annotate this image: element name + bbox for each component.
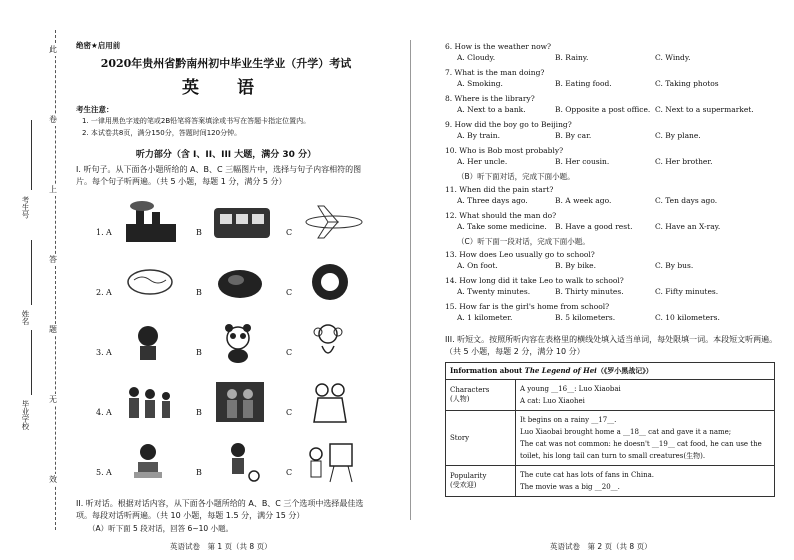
option-b[interactable]: B. A week ago. <box>555 196 612 205</box>
row-label: Characters <box>450 386 490 394</box>
panda-icon <box>208 318 278 366</box>
option-b[interactable]: B. By bike. <box>555 261 596 270</box>
option-c[interactable]: C. Her brother. <box>655 157 713 166</box>
question-text: 11. When did the pain start? <box>445 185 554 194</box>
field-school-line <box>31 330 32 395</box>
airplane-icon <box>298 198 368 246</box>
legend-of-hei-table <box>445 362 775 497</box>
option-b[interactable]: B. Eating food. <box>555 79 612 88</box>
listening-part-title: 听力部分（含 I、II、III 大题，满分 30 分） <box>135 150 317 160</box>
table-body <box>446 380 775 497</box>
option-c[interactable]: C. By plane. <box>655 131 701 140</box>
option-c[interactable]: C. By bus. <box>655 261 694 270</box>
option-b[interactable]: B. Have a good rest. <box>555 222 633 231</box>
seal-char: 效 <box>49 475 57 484</box>
page-divider <box>410 40 411 520</box>
field-name: 姓名 <box>21 310 30 325</box>
section-note: （B）听下面对话，完成下面小题。 <box>457 172 575 181</box>
question-options <box>445 287 780 300</box>
picture-question-row <box>76 254 376 314</box>
question-text: 14. How long did it take Leo to walk to school? <box>445 276 624 285</box>
option-a[interactable]: A. By train. <box>457 131 501 140</box>
question-text: 13. How does Leo usually go to school? <box>445 250 595 259</box>
binding-margin <box>0 30 72 530</box>
noodle-bowl-icon <box>118 258 188 306</box>
table-row <box>446 411 775 466</box>
option-a[interactable]: A. Three days ago. <box>457 196 528 205</box>
option-c[interactable]: C. Windy. <box>655 53 691 62</box>
seal-char: 卷 <box>49 115 57 124</box>
option-c[interactable]: C. Taking photos <box>655 79 719 88</box>
picture-option-a[interactable] <box>106 314 196 372</box>
option-c[interactable]: C. 10 kilometers. <box>655 313 720 322</box>
option-letter: C <box>286 468 293 477</box>
picture-option-c[interactable] <box>286 254 376 312</box>
question-options <box>445 261 780 274</box>
seal-char: 答 <box>49 255 57 264</box>
row-label-cell <box>446 411 516 466</box>
row-label: Popularity <box>450 472 487 480</box>
notice-item: 2. 本试卷共8页，满分150分，答题时间120分钟。 <box>82 129 242 137</box>
option-letter: C <box>286 348 293 357</box>
food-plate-icon <box>208 258 278 306</box>
picture-option-b[interactable] <box>196 434 286 492</box>
field-exam-number-line <box>31 120 32 190</box>
question-options <box>445 105 780 118</box>
picture-option-b[interactable] <box>196 194 286 252</box>
picture-option-c[interactable] <box>286 434 376 492</box>
question-options <box>445 196 780 209</box>
option-c[interactable]: C. Next to a supermarket. <box>655 105 754 114</box>
section-3-instructions: III. 听短文。按照所听内容在表格里的横线处填入适当单词，每处限填一词。本段短文听两遍。（共 5 小题，每题 2 分，满分 10 分） <box>445 335 778 356</box>
page-2 <box>445 40 780 530</box>
picture-question-row <box>76 194 376 254</box>
picture-option-b[interactable] <box>196 314 286 372</box>
cartoon-animal-icon <box>118 318 188 366</box>
round-dish-icon <box>298 258 368 306</box>
option-letter: B <box>196 288 202 297</box>
boy-playing-ball-icon <box>208 438 278 486</box>
question-number: 3. <box>96 348 104 357</box>
field-name-line <box>31 240 32 305</box>
question-options <box>445 222 780 235</box>
field-exam-number: 考生号 <box>21 196 30 219</box>
page-1 <box>76 40 376 533</box>
option-letter: B <box>196 468 202 477</box>
row-label-cell <box>446 380 516 411</box>
option-letter: A <box>106 408 112 417</box>
picture-option-a[interactable] <box>106 254 196 312</box>
picture-option-a[interactable] <box>106 434 196 492</box>
option-b[interactable]: B. By car. <box>555 131 592 140</box>
page-1-footer: 英语试卷 第 1 页（共 8 页） <box>170 542 272 551</box>
train-icon <box>208 198 278 246</box>
row-label-cn: (人物) <box>450 395 470 403</box>
page-2-footer: 英语试卷 第 2 页（共 8 页） <box>550 542 652 551</box>
row-content-line: Luo Xiaobai brought home a __18__ cat and gave it a name; <box>520 428 732 436</box>
picture-grid <box>76 194 376 494</box>
question-text: 8. Where is the library? <box>445 94 535 103</box>
option-b[interactable]: B. 5 kilometers. <box>555 313 616 322</box>
option-letter: B <box>196 408 202 417</box>
option-a[interactable]: A. Her uncle. <box>457 157 508 166</box>
picture-option-b[interactable] <box>196 374 286 432</box>
monkey-icon <box>298 318 368 366</box>
seal-char: 无 <box>49 395 57 404</box>
option-b[interactable]: B. Her cousin. <box>555 157 610 166</box>
option-a[interactable]: A. Twenty minutes. <box>457 287 531 296</box>
row-label-cn: (受欢迎) <box>450 481 477 489</box>
option-letter: C <box>286 288 293 297</box>
question-text: 6. How is the weather now? <box>445 42 552 51</box>
family-group-icon <box>118 378 188 426</box>
table-header-cn: （《罗小黑战记》） <box>596 366 653 375</box>
table-header-prefix: Information about <box>450 366 525 375</box>
row-content-line: The cat was not common: he doesn't __19__ cat food, he can use the toilet, his long tail can turn to small creatures(生物). <box>520 440 762 460</box>
option-c[interactable]: C. Fifty minutes. <box>655 287 719 296</box>
picture-option-a[interactable] <box>106 194 196 252</box>
row-content-cell <box>516 466 775 497</box>
table-row <box>446 466 775 497</box>
picture-option-c[interactable] <box>286 314 376 372</box>
picture-option-b[interactable] <box>196 254 286 312</box>
option-letter: A <box>106 288 112 297</box>
question-text: 7. What is the man doing? <box>445 68 545 77</box>
table-header-row <box>446 363 775 380</box>
question-number: 4. <box>96 408 104 417</box>
table-header-title: The Legend of Hei <box>524 366 597 375</box>
section-note: （C）听下面一段对话，完成下面小题。 <box>457 237 590 246</box>
question-options <box>445 131 780 144</box>
option-letter: A <box>106 468 112 477</box>
row-label: Story <box>450 434 470 442</box>
couple-photo-icon <box>208 378 278 426</box>
option-letter: C <box>286 408 293 417</box>
picture-question-row <box>76 314 376 374</box>
question-text: 9. How did the boy go to Beijing? <box>445 120 572 129</box>
option-b[interactable]: B. Opposite a post office. <box>555 105 651 114</box>
option-b[interactable]: B. Rainy. <box>555 53 589 62</box>
subject-title: 英 语 <box>182 78 270 98</box>
people-hugging-icon <box>298 378 368 426</box>
factory-smoke-icon <box>118 198 188 246</box>
seal-char: 上 <box>49 185 57 194</box>
option-letter: C <box>286 228 293 237</box>
boy-reading-icon <box>118 438 188 486</box>
question-text: 15. How far is the girl's home from school? <box>445 302 610 311</box>
question-number: 5. <box>96 468 104 477</box>
option-letter: A <box>106 228 112 237</box>
question-options <box>445 53 780 66</box>
question-text: 10. Who is Bob most probably? <box>445 146 564 155</box>
question-options <box>445 313 780 326</box>
option-a[interactable]: A. 1 kilometer. <box>457 313 513 322</box>
table-row <box>446 380 775 411</box>
option-letter: B <box>196 228 202 237</box>
notice-item: 1. 一律用黑色字迹的笔或2B铅笔将答案填涂或书写在答题卡指定位置内。 <box>82 117 311 125</box>
row-content-cell <box>516 411 775 466</box>
option-c[interactable]: C. Ten days ago. <box>655 196 718 205</box>
question-text: 12. What should the man do? <box>445 211 557 220</box>
boy-painting-easel-icon <box>298 438 368 486</box>
picture-option-c[interactable] <box>286 194 376 252</box>
row-content-line: The cute cat has lots of fans in China. <box>520 471 654 479</box>
question-number: 2. <box>96 288 104 297</box>
option-c[interactable]: C. Have an X-ray. <box>655 222 721 231</box>
picture-question-row <box>76 374 376 434</box>
table-header <box>446 363 775 380</box>
row-content-line: A young __16__: Luo Xiaobai <box>520 385 621 393</box>
row-content-cell <box>516 380 775 411</box>
row-content-line: The movie was a big __20__. <box>520 483 620 491</box>
seal-dashed-line <box>55 30 56 530</box>
question-options <box>445 157 780 170</box>
option-b[interactable]: B. Thirty minutes. <box>555 287 624 296</box>
notice-heading: 考生注意： <box>76 105 114 114</box>
section-2-instructions: II. 听对话。根据对话内容，从下面各小题所给的 A、B、C 三个选项中选择最佳选项。每段对话听两遍。（共 10 小题，每题 1.5 分，满分 15 分） <box>76 499 364 520</box>
seal-char: 题 <box>49 325 57 334</box>
exam-title: 2020年贵州省黔南州初中毕业生学业（升学）考试 <box>100 57 352 70</box>
question-options <box>445 79 780 92</box>
seal-char: 此 <box>49 45 57 54</box>
option-letter: B <box>196 348 202 357</box>
field-school: 毕业学校 <box>21 400 30 430</box>
secret-mark: 绝密★启用前 <box>76 41 121 50</box>
option-a[interactable]: A. Next to a bank. <box>457 105 526 114</box>
option-a[interactable]: A. Smoking. <box>457 79 503 88</box>
option-a[interactable]: A. On foot. <box>457 261 498 270</box>
row-content-line: It begins on a rainy __17__. <box>520 416 617 424</box>
question-number: 1. <box>96 228 104 237</box>
section-1-instructions: I. 听句子。从下面各小题所给的 A、B、C 三幅图片中，选择与句子内容相符的图片。每个句子听两遍。（共 5 小题，每题 1 分，满分 5 分） <box>76 165 362 186</box>
section-2-note: （A）听下面 5 段对话，回答 6~10 小题。 <box>88 524 234 533</box>
option-a[interactable]: A. Take some medicine. <box>457 222 547 231</box>
option-letter: A <box>106 348 112 357</box>
picture-option-c[interactable] <box>286 374 376 432</box>
option-a[interactable]: A. Cloudy. <box>457 53 496 62</box>
picture-option-a[interactable] <box>106 374 196 432</box>
question-list <box>445 40 780 326</box>
row-content-line: A cat: Luo Xiaohei <box>520 397 585 405</box>
picture-question-row <box>76 434 376 494</box>
row-label-cell <box>446 466 516 497</box>
